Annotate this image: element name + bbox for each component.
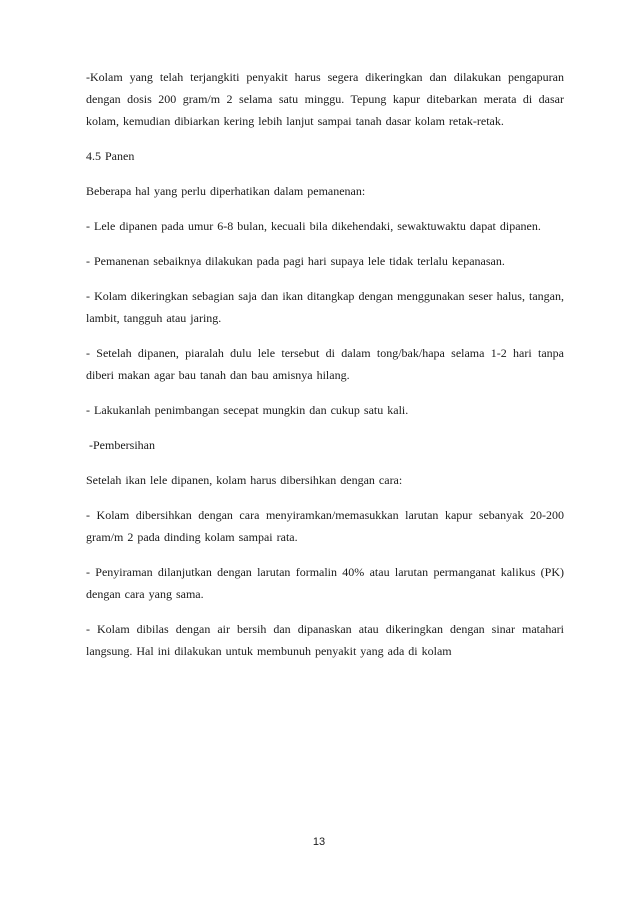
document-body [86,66,564,675]
list-item-piara-lele: - Setelah dipanen, piaralah dulu lele tersebut di dalam tong/bak/hapa selama 1-2 hari tanpa diberi makan agar bau tanah dan bau amisnya hilang. [86,346,564,382]
list-item-kolam-dikeringkan: - Kolam dikeringkan sebagian saja dan ikan ditangkap dengan menggunakan seser halus, tangan, lambit, tangguh atau jaring. [86,289,564,325]
list-item-penimbangan: - Lakukanlah penimbangan secepat mungkin dan cukup satu kali. [86,403,409,417]
section-heading-panen: 4.5 Panen [86,149,135,163]
list-item-waktu-panen: - Pemanenan sebaiknya dilakukan pada pagi hari supaya lele tidak terlalu kepanasan. [86,254,505,268]
paragraph-intro-panen: Beberapa hal yang perlu diperhatikan dalam pemanenan: [86,184,366,198]
list-item-larutan-kapur: - Kolam dibersihkan dengan cara menyiramkan/memasukkan larutan kapur sebanyak 20-200 gram/m 2 pada dinding kolam sampai rata. [86,508,564,544]
section-heading-pembersihan: -Pembersihan [89,438,155,452]
list-item-umur-panen: - Lele dipanen pada umur 6-8 bulan, kecuali bila dikehendaki, sewaktuwaktu dapat dipanen. [86,219,541,233]
paragraph-intro-pembersihan: Setelah ikan lele dipanen, kolam harus dibersihkan dengan cara: [86,473,403,487]
page-number: 13 [312,836,326,848]
paragraph-pengapuran: -Kolam yang telah terjangkiti penyakit harus segera dikeringkan dan dilakukan pengapuran dengan dosis 200 gram/m 2 selama satu minggu. Tepung kapur ditebarkan merata di dasar kolam, kemudian dibiarkan kering lebih lanjut sampai tanah dasar kolam retak-retak. [86,70,564,128]
list-item-formalin: - Penyiraman dilanjutkan dengan larutan formalin 40% atau larutan permanganat kalikus (PK) dengan cara yang sama. [86,565,564,601]
list-item-dibilas: - Kolam dibilas dengan air bersih dan dipanaskan atau dikeringkan dengan sinar matahari langsung. Hal ini dilakukan untuk membunuh penyakit yang ada di kolam [86,622,564,658]
